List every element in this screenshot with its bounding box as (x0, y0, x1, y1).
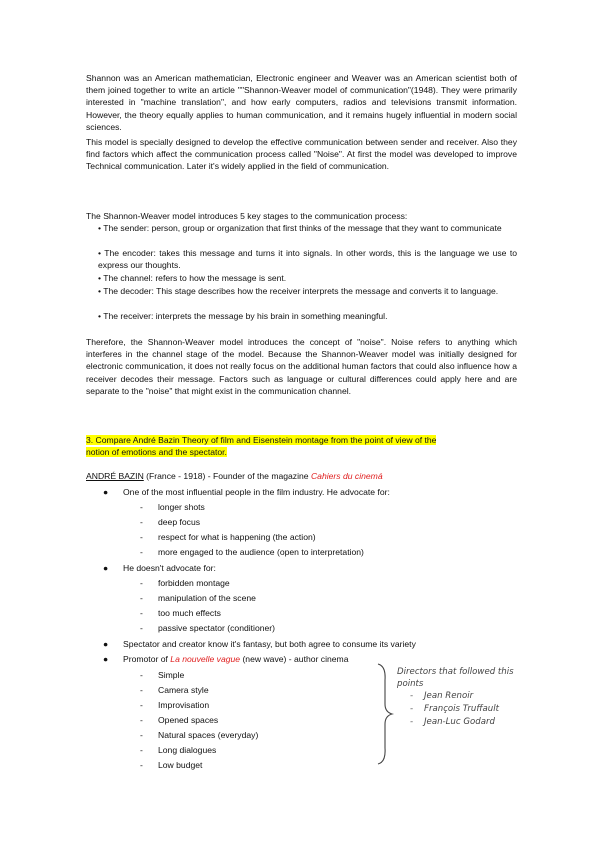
dash-icon: - (140, 670, 143, 680)
annotation-title-2: points (397, 679, 424, 689)
bazin-name: ANDRÉ BAZIN (86, 471, 144, 481)
dash-icon: - (140, 685, 143, 695)
question-highlight-2: notion of emotions and the spectator. (86, 447, 227, 457)
bullet-icon: ● (103, 639, 109, 649)
bullet-icon: ● (103, 563, 109, 573)
question-line-2 (86, 446, 227, 458)
dash-icon: - (140, 715, 143, 725)
dash-icon: - (140, 593, 143, 603)
stage-encoder: • The encoder: takes this message and turns it into signals. In other words, this is the language we use to express our thoughts. (98, 248, 517, 271)
dash-icon: - (140, 608, 143, 618)
document-page: Shannon was an American mathematician, Electronic engineer and Weaver was an American scientist both of them joined together to write an article ""Shannon-Weaver model of communication"(1948). They were primarily interested in "machine translation", and how early computers, radios and televisions transmit information. However, the theory equally applies to human communication, and it remains hugely influential in modern social sciences. This model is specially designed to develop the effective communication between sender and receiver. Also they find factors which affect the communication process called "Noise". At first the model was developed to improve Technical communication. Later it's widely applied in the field of communication. The Shannon-Weaver model introduces 5 key stages to the communication process: • The sender: person, group or organization that first thinks of the message that they want to communicate • The encoder: takes this message and turns it into signals. In other words, this is the language we use to express our thoughts. • The channel: refers to how the message is sent. • The decoder: This stage describes how the receiver interprets the message and converts it to language. • The receiver: interprets the message by his brain in something meaningful. Therefore, the Shannon-Weaver model introduces the concept of "noise". Noise refers to anything which interferes in the channel stage of the model. Because the Shannon-Weaver model was initially designed for electronic communication, it does not really focus on the additional human factors that could also influence how a receiver decodes their message. Factors such as language or cultural differences could apply here and are separate to the "noise" that might exist in the communication channel. 3. Compare André Bazin Theory of film and Eisenstein montage from the point of view of the notion of emotions and the spectator. ANDRÉ BAZIN (France - 1918) - Founder of the magazine Cahiers du cinemá ● One of the most influential people in the film industry. He advocate for: - longer shots - deep focus - respect for what is happening (the action) - more engaged to the audience (open to interpretation) ● He doesn't advocate for: - forbidden montage - manipulation of the scene - too much effects - passive spectator (conditioner) ● Spectator and creator know it's fantasy, but both agree to consume its variety ● Promotor of La nouvelle vague (new wave) - author cinema - Simple - Camera style - Improvisation - Opened spaces - Natural spaces (everyday) - Long dialogues - Low budget Directors that followed this points - Jean Renoir - François Truffault - Jean-Luc Godard (86, 73, 517, 770)
nouvelle-vague: La nouvelle vague (170, 654, 241, 664)
question-highlight-1: 3. Compare André Bazin Theory of film and Eisenstein montage from the point of view of the (86, 435, 437, 445)
bullet-icon: ● (103, 654, 109, 664)
stage-decoder: • The decoder: This stage describes how the receiver interprets the message and converts it to language. (98, 286, 499, 296)
dash-icon: - (140, 517, 143, 527)
dash-icon: - (140, 623, 143, 633)
magazine-title: Cahiers du cinemá (310, 471, 383, 481)
stages-lead: The Shannon-Weaver model introduces 5 key stages to the communication process: (86, 211, 408, 221)
bullet-icon: ● (103, 487, 109, 497)
dash-icon: - (140, 760, 143, 770)
intro-paragraph-2: This model is specially designed to develop the effective communication between sender and receiver. Also they find factors which affect the communication process called "Noise". At first the model was developed to improve Technical communication. Later it's widely applied in the field of communication. (86, 137, 517, 172)
question-line-1 (86, 434, 436, 446)
noise-paragraph: Therefore, the Shannon-Weaver model introduces the concept of "noise". Noise refers to anything which interferes in the channel stage of the model. Because the Shannon-Weaver model was initially designed for electronic communication, it does not really focus on the additional human factors that could also influence how a receiver decodes their message. Factors such as language or cultural differences could apply here and are separate to the "noise" that might exist in the communication channel. (86, 337, 517, 396)
annotation-title-1: Directors that followed this (397, 667, 514, 677)
dash-icon: - (140, 700, 143, 710)
bazin-heading (86, 470, 383, 482)
dash-icon: - (140, 502, 143, 512)
dash-icon: - (140, 578, 143, 588)
curly-brace-icon (370, 660, 398, 768)
stage-receiver: • The receiver: interprets the message by his brain in something meaningful. (98, 311, 388, 321)
intro-paragraph-1: Shannon was an American mathematician, Electronic engineer and Weaver was an American scientist both of them joined together to write an article ""Shannon-Weaver model of communication"(1948). They were primarily interested in "machine translation", and how early computers, radios and televisions transmit information. However, the theory equally applies to human communication, and it remains hugely influential in modern social sciences. (86, 73, 517, 132)
bazin-meta: (France - 1918) - Founder of the magazine (143, 471, 311, 481)
stage-channel: • The channel: refers to how the message is sent. (98, 273, 287, 283)
dash-icon: - (140, 532, 143, 542)
dash-icon: - (140, 547, 143, 557)
stage-sender: • The sender: person, group or organization that first thinks of the message that they want to communicate (98, 223, 502, 233)
dash-icon: - (140, 745, 143, 755)
dash-icon: - (140, 730, 143, 740)
